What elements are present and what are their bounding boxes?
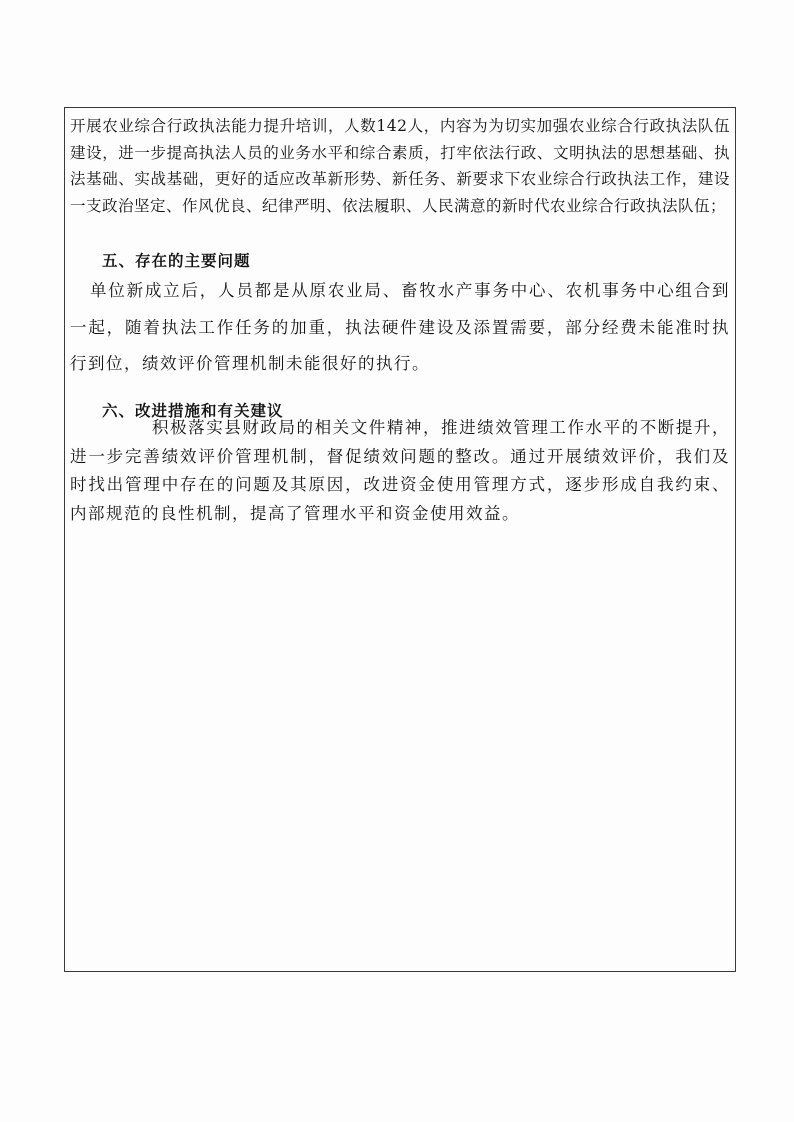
section-6-heading: 六、改进措施和有关建议	[102, 401, 284, 420]
section-6-body: 积极落实县财政局的相关文件精神，推进绩效管理工作水平的不断提升，进一步完善绩效评价管理机制，督促绩效问题的整改。通过开展绩效评价，我们及时找出管理中存在的问题及其原因，改进资金使用管理方式，逐步形成自我约束、内部规范的良性机制，提高了管理水平和资金使用效益。	[70, 418, 730, 523]
report-table-cell	[64, 107, 736, 972]
section-5-body: 单位新成立后，人员都是从原农业局、畜牧水产事务中心、农机事务中心组合到一起，随着执法工作任务的加重，执法硬件建设及添置需要，部分经费未能准时执行到位，绩效评价管理机制未能很好的执行。	[70, 281, 730, 373]
training-paragraph: 开展农业综合行政执法能力提升培训，人数142人，内容为为切实加强农业综合行政执法队伍建设，进一步提高执法人员的业务水平和综合素质，打牢依法行政、文明执法的思想基础、执法基础、实战基础，更好的适应改革新形势、新任务、新要求下农业综合行政执法工作，建设一支政治坚定、作风优良、纪律严明、依法履职、人民满意的新时代农业综合行政执法队伍；	[70, 117, 730, 215]
section-5-heading: 五、存在的主要问题	[102, 251, 251, 270]
